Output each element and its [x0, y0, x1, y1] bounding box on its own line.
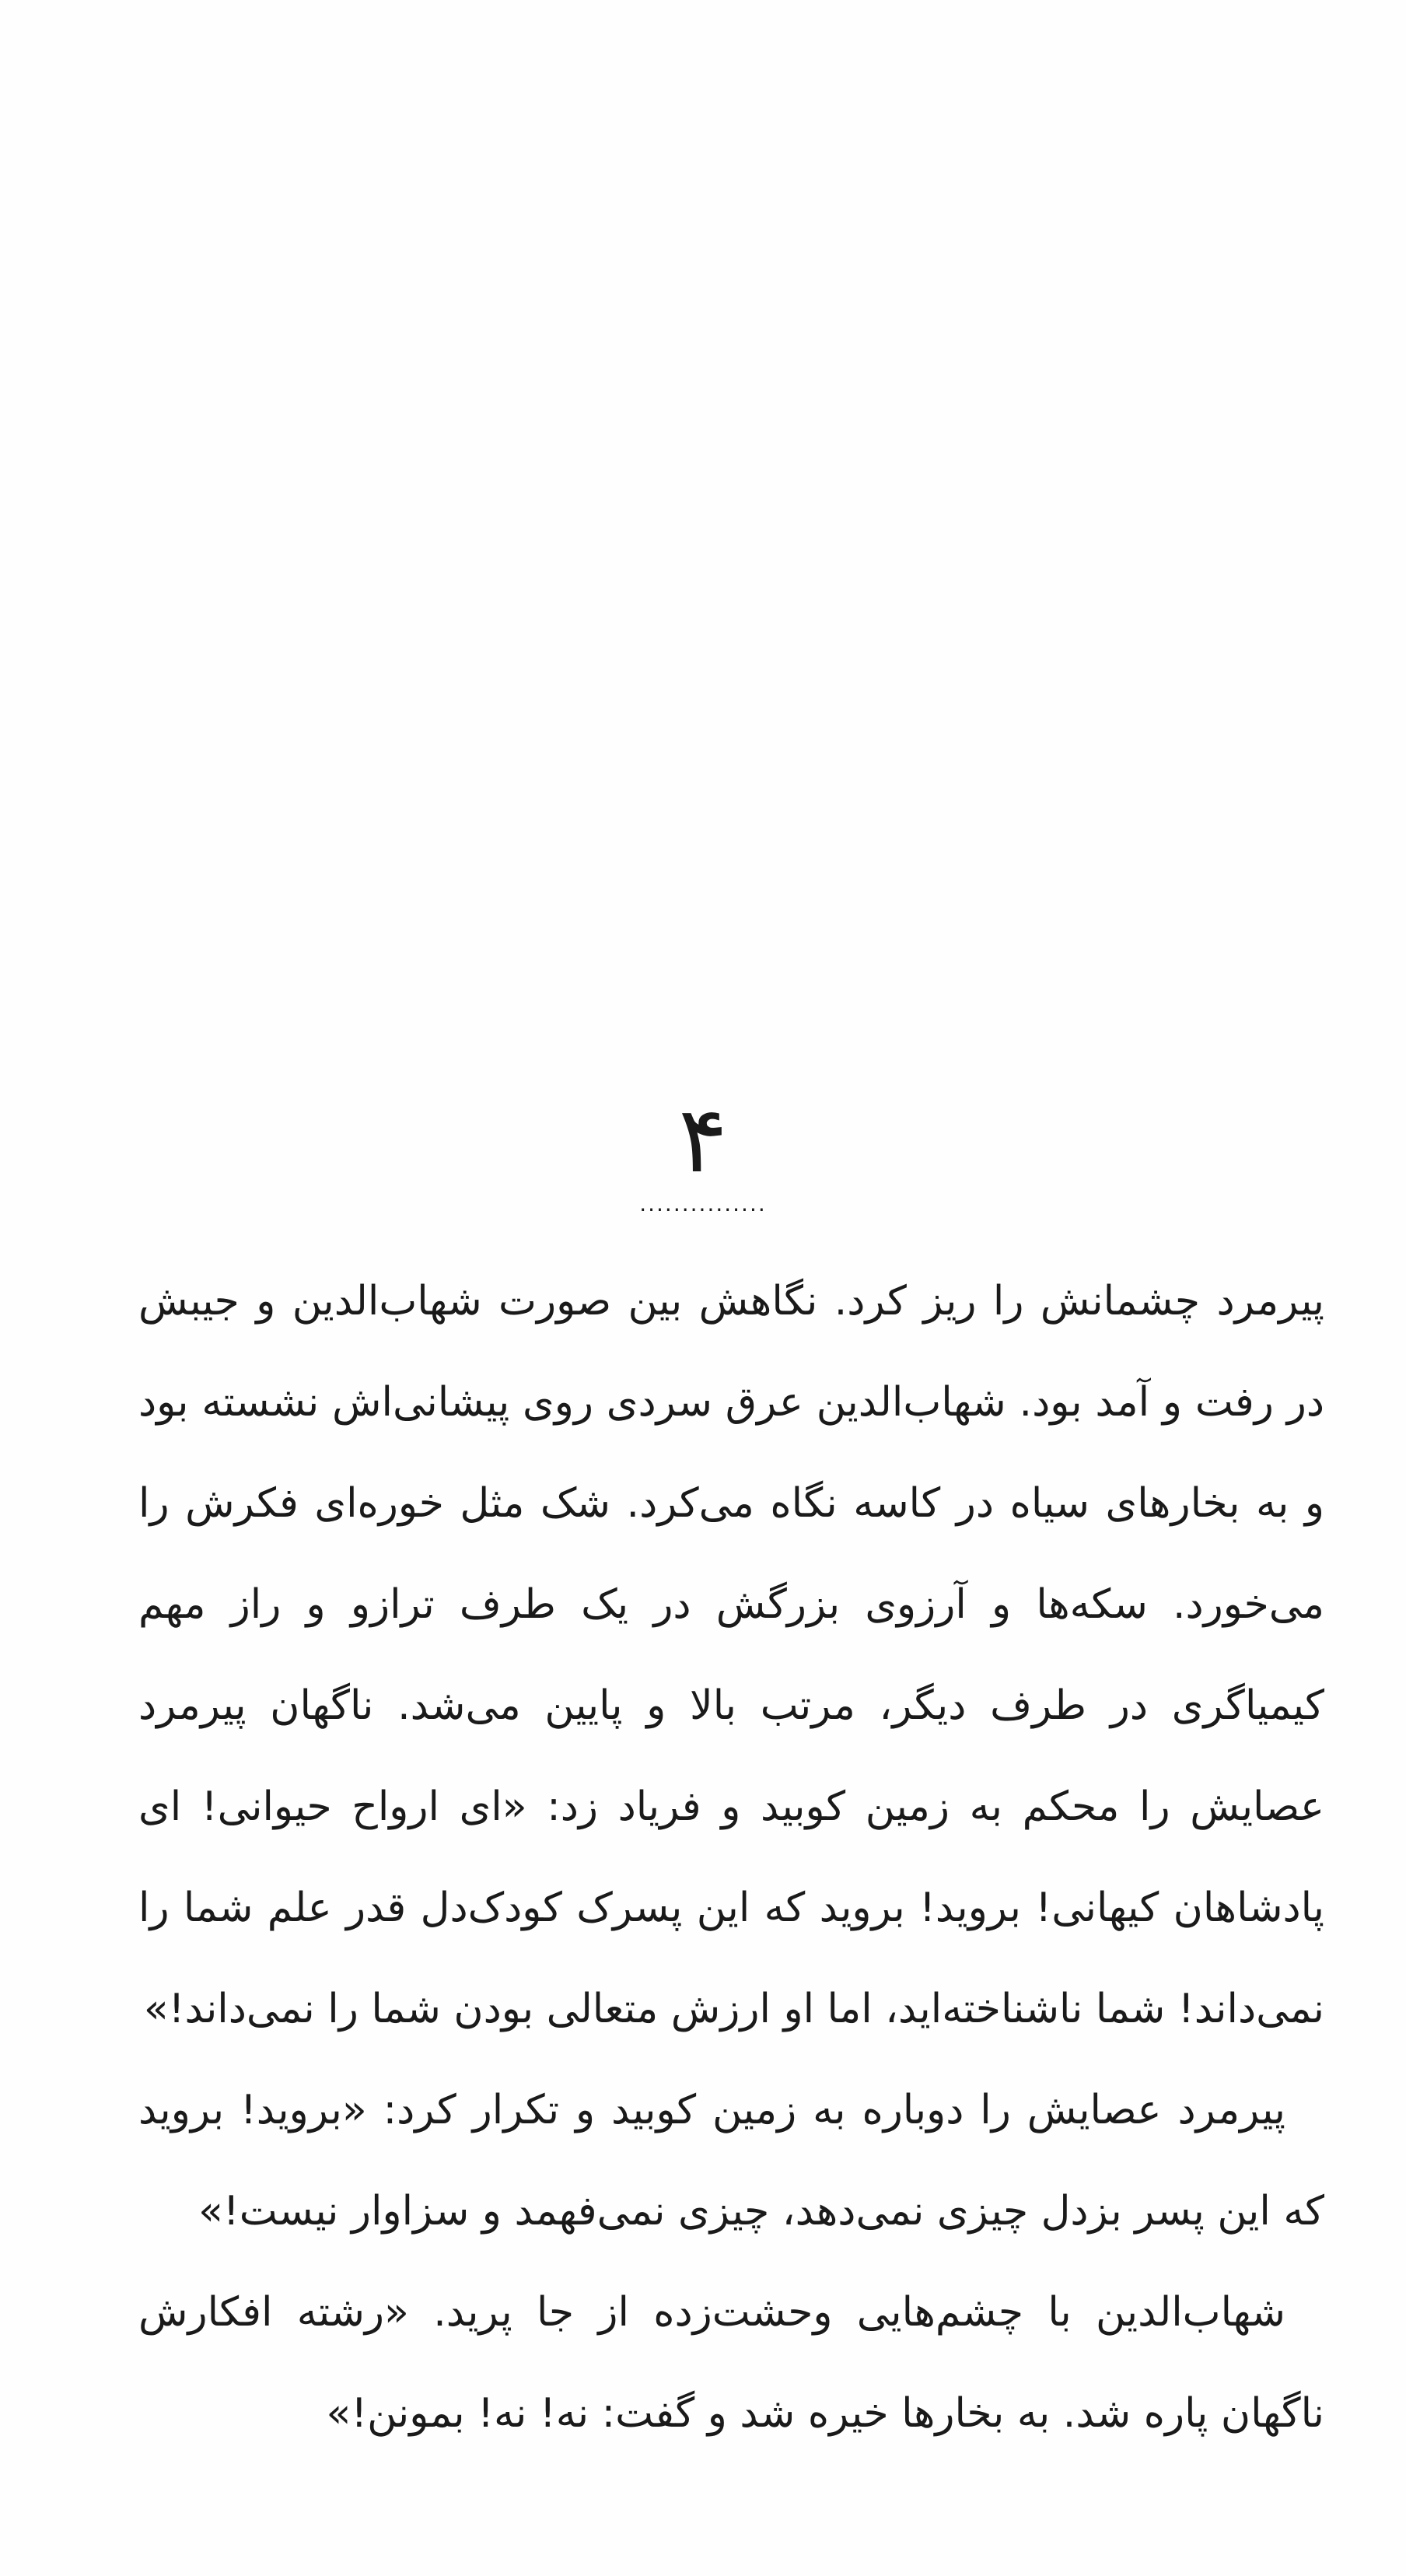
paragraph: پیرمرد عصایش را دوباره به زمین کوبید و تکرار کرد: «بروید! بروید که این پسر بزدل چیزی نمی‌دهد، چیزی نمی‌فهمد و سزاوار نیست!»	[138, 2087, 1324, 2235]
body-text	[138, 1251, 1324, 2464]
chapter-separator: ...............	[639, 1191, 767, 1216]
paragraph: پیرمرد چشمانش را ریز کرد. نگاهش بین صورت شهاب‌الدین و جیبش در رفت و آمد بود. شهاب‌الدین عرق سردی روی پیشانی‌اش نشسته بود و به بخارهای سیاه در کاسه نگاه می‌کرد. شک مثل خوره‌ای فکرش را می‌خورد. سکه‌ها و آرزوی بزرگش در یک طرف ترازو و راز مهم کیمیاگری در طرف دیگر، مرتب بالا و پایین می‌شد. ناگهان پیرمرد عصایش را محکم به زمین کوبید و فریاد زد: «ای ارواح حیوانی! ای پادشاهان کیهانی! بروید! بروید که این پسرک کودک‌دل قدر علم شما را نمی‌داند! شما ناشناخته‌اید، اما او ارزش متعالی بودن شما را نمی‌داند!»	[138, 1278, 1324, 2032]
chapter-number: ۴	[678, 1086, 728, 1193]
paragraph: شهاب‌الدین با چشم‌هایی وحشت‌زده از جا پرید. «رشته افکارش ناگهان پاره شد. به بخارها خیره شد و گفت: نه! نه! بمونن!»	[138, 2289, 1324, 2437]
